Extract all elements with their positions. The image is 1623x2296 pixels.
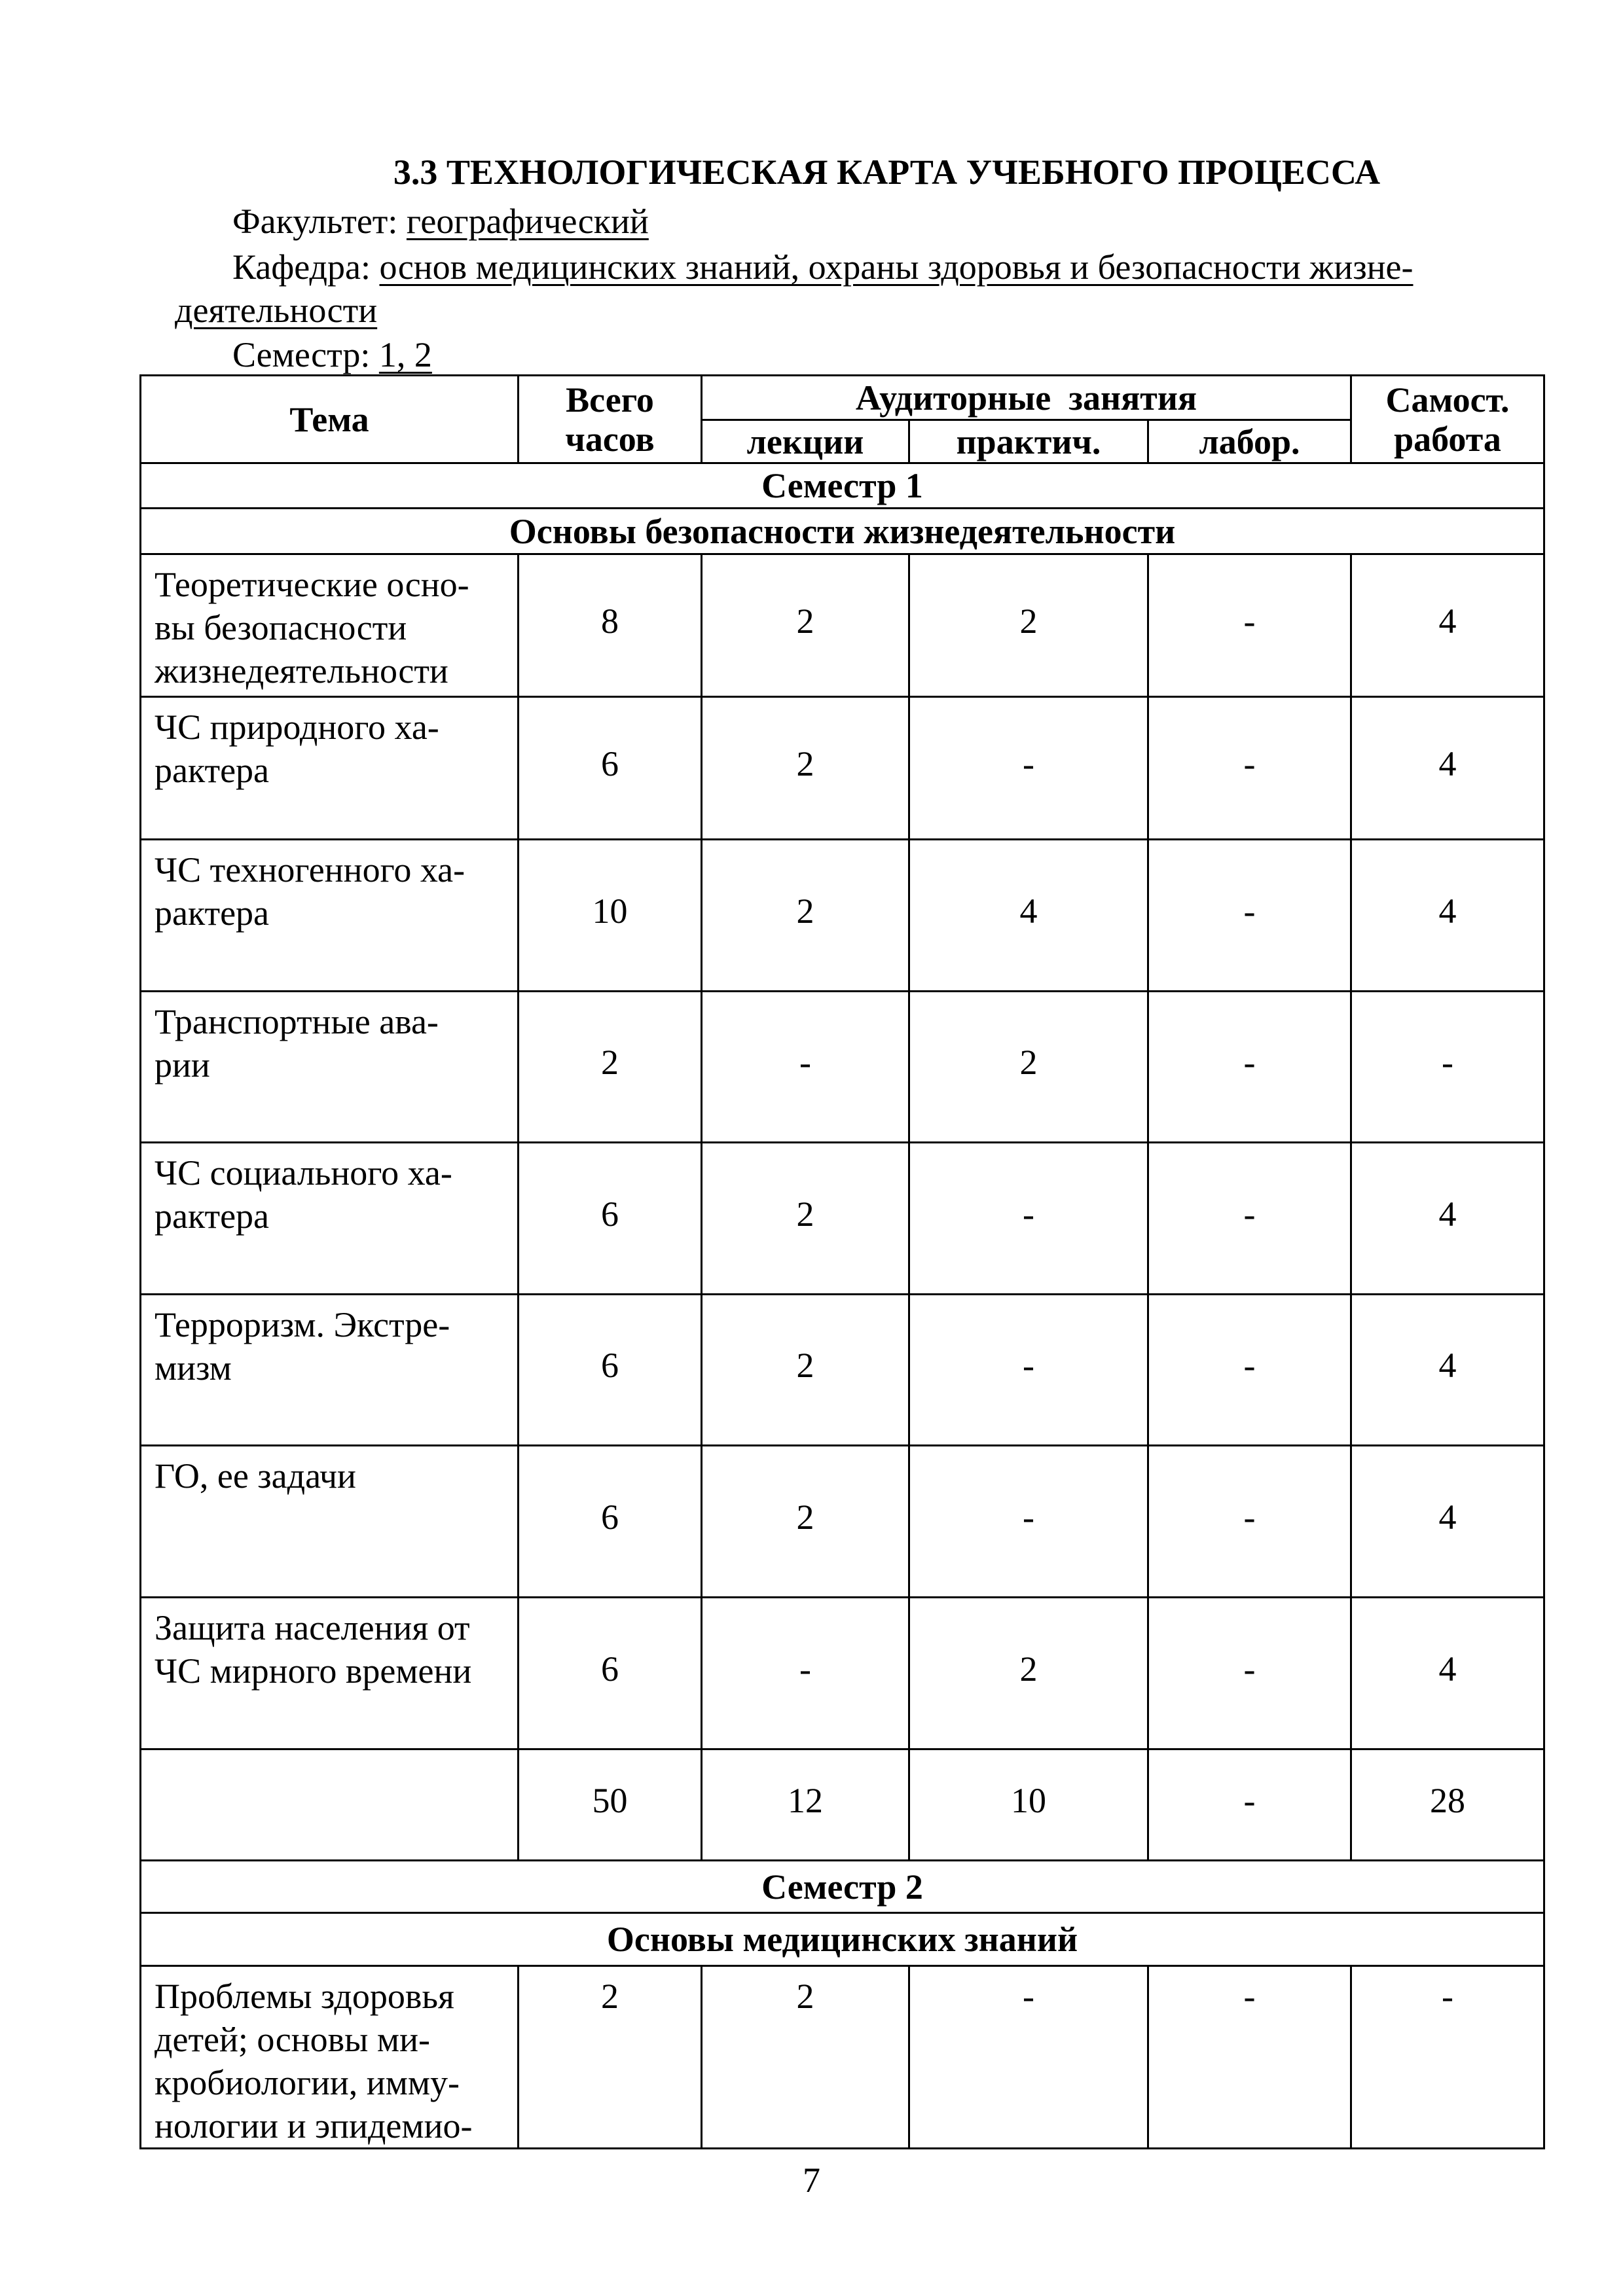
row-topic-line: Терроризм. Экстре-: [155, 1305, 450, 1344]
faculty-line: [232, 200, 649, 242]
section-1-row: [141, 509, 1544, 554]
row-topic-line: Защита населения от: [155, 1608, 470, 1647]
semester-label: Семестр:: [232, 335, 379, 374]
row-topic: [141, 697, 519, 840]
row-topic-line: ГО, ее задачи: [155, 1456, 356, 1496]
header-lectures: лекции: [702, 420, 909, 463]
row-topic-line: рактера: [155, 893, 270, 933]
row-practice: 4: [909, 840, 1148, 992]
header-self: Самост. работа: [1351, 376, 1544, 463]
totals-lectures: 12: [702, 1749, 909, 1861]
row-total: 8: [519, 554, 702, 697]
header-auditory: Аудиторные занятия: [702, 376, 1351, 420]
totals-lab: -: [1148, 1749, 1351, 1861]
header-lab: лабор.: [1148, 420, 1351, 463]
header-row-1: [141, 376, 1544, 420]
row-total: 10: [519, 840, 702, 992]
section-2-row: [141, 1913, 1544, 1966]
row-total: 6: [519, 1446, 702, 1598]
row-topic-line: ЧС мирного времени: [155, 1651, 472, 1691]
table-row: [141, 1598, 1544, 1749]
row-practice: -: [909, 1446, 1148, 1598]
row-self: 4: [1351, 1295, 1544, 1446]
row2-practice: -: [909, 1966, 1148, 2149]
row-topic-line: рии: [155, 1045, 210, 1085]
row-topic-line: ЧС техногенного ха-: [155, 850, 465, 889]
row-lectures: 2: [702, 554, 909, 697]
row-lectures: 2: [702, 1446, 909, 1598]
semester-2-table-row: [141, 1966, 1544, 2149]
semester-line: [232, 334, 432, 376]
semester-1-rows: [141, 554, 1544, 1749]
row-topic: [141, 992, 519, 1143]
table-row: [141, 697, 1544, 840]
row-topic-line: вы безопасности: [155, 608, 407, 647]
row-lectures: 2: [702, 1143, 909, 1295]
row-self: 4: [1351, 697, 1544, 840]
row-total: 2: [519, 992, 702, 1143]
row-topic: [141, 1295, 519, 1446]
row-topic: [141, 1598, 519, 1749]
row-lab: -: [1148, 554, 1351, 697]
page-title: 3.3 ТЕХНОЛОГИЧЕСКАЯ КАРТА УЧЕБНОГО ПРОЦЕССА: [393, 152, 1381, 192]
section-2-label: Основы медицинских знаний: [141, 1913, 1544, 1966]
totals-row: [141, 1749, 1544, 1861]
row2-topic-line: кробиологии, имму-: [155, 2063, 460, 2102]
row-topic-line: ЧС социального ха-: [155, 1153, 452, 1193]
row-topic: [141, 1143, 519, 1295]
row-topic: [141, 1446, 519, 1598]
row-practice: 2: [909, 992, 1148, 1143]
semester-1-row: [141, 463, 1544, 509]
row-topic-line: жизнедеятельности: [155, 651, 448, 691]
row2-topic: [141, 1966, 519, 2149]
row-lectures: 2: [702, 1295, 909, 1446]
row-lectures: -: [702, 1598, 909, 1749]
row-practice: -: [909, 1143, 1148, 1295]
table-row: [141, 1446, 1544, 1598]
row2-topic-line: детей; основы ми-: [155, 2020, 430, 2059]
department-line: [232, 246, 1516, 288]
row-topic-line: ЧС природного ха-: [155, 708, 439, 747]
row-topic-line: Теоретические осно-: [155, 565, 469, 604]
row2-topic-line: нологии и эпидемио-: [155, 2106, 473, 2145]
header-total: Всего часов: [519, 376, 702, 463]
totals-practice: 10: [909, 1749, 1148, 1861]
process-table: [139, 374, 1545, 2149]
semester-2-row: [141, 1861, 1544, 1913]
row-self: 4: [1351, 1446, 1544, 1598]
row-total: 6: [519, 1598, 702, 1749]
row-topic: [141, 554, 519, 697]
semester-2-label: Семестр 2: [141, 1861, 1544, 1913]
row2-topic-line: Проблемы здоровья: [155, 1977, 454, 2016]
header-topic: Тема: [141, 376, 519, 463]
header-practice: практич.: [909, 420, 1148, 463]
row-self: 4: [1351, 554, 1544, 697]
department-label: Кафедра:: [232, 247, 380, 287]
row2-lab: -: [1148, 1966, 1351, 2149]
totals-self: 28: [1351, 1749, 1544, 1861]
table-row: [141, 840, 1544, 992]
row2-lectures: 2: [702, 1966, 909, 2149]
row-self: 4: [1351, 1598, 1544, 1749]
row-self: 4: [1351, 840, 1544, 992]
row-total: 6: [519, 1143, 702, 1295]
faculty-value: географический: [406, 202, 649, 241]
row-self: -: [1351, 992, 1544, 1143]
row2-topic-lines: [155, 1975, 504, 2147]
totals-total: 50: [519, 1749, 702, 1861]
row-topic-line: рактера: [155, 1196, 270, 1236]
row-topic-line: Транспортные ава-: [155, 1002, 439, 1041]
page-number: 7: [803, 2161, 820, 2200]
row-lab: -: [1148, 1598, 1351, 1749]
table-row: [141, 554, 1544, 697]
row-practice: -: [909, 697, 1148, 840]
row2-total: 2: [519, 1966, 702, 2149]
row-self: 4: [1351, 1143, 1544, 1295]
row-lab: -: [1148, 840, 1351, 992]
row-lab: -: [1148, 1143, 1351, 1295]
row-lab: -: [1148, 697, 1351, 840]
faculty-label: Факультет:: [232, 202, 407, 241]
row-topic-line: мизм: [155, 1348, 232, 1388]
row-lectures: 2: [702, 840, 909, 992]
table-row: [141, 992, 1544, 1143]
semester-value: 1, 2: [378, 335, 432, 374]
row2-self: -: [1351, 1966, 1544, 2149]
section-1-label: Основы безопасности жизнедеятельности: [141, 509, 1544, 554]
semester-1-label: Семестр 1: [141, 463, 1544, 509]
department-line-2: [175, 289, 377, 331]
row-practice: 2: [909, 554, 1148, 697]
department-value-line1: основ медицинских знаний, охраны здоровья и безопасности жизне-: [379, 247, 1413, 287]
row-total: 6: [519, 1295, 702, 1446]
row-total: 6: [519, 697, 702, 840]
row-lectures: -: [702, 992, 909, 1143]
totals-topic-cell: [141, 1749, 519, 1861]
table-row: [141, 1295, 1544, 1446]
row-topic-line: рактера: [155, 751, 270, 790]
department-value-line2: деятельности: [175, 291, 378, 330]
row-topic: [141, 840, 519, 992]
table-row: [141, 1143, 1544, 1295]
row-lab: -: [1148, 992, 1351, 1143]
row-lab: -: [1148, 1446, 1351, 1598]
row-practice: -: [909, 1295, 1148, 1446]
row-practice: 2: [909, 1598, 1148, 1749]
row-lab: -: [1148, 1295, 1351, 1446]
row-lectures: 2: [702, 697, 909, 840]
